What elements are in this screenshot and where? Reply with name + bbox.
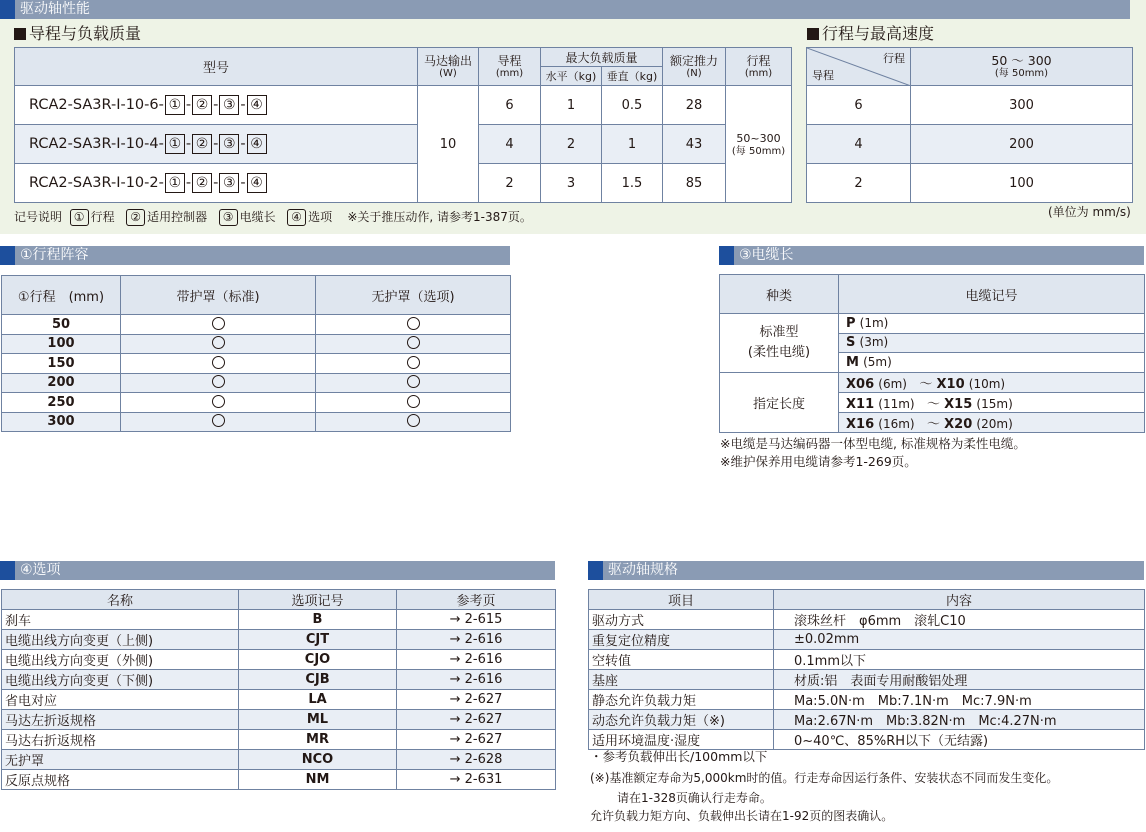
model-cell <box>15 86 418 125</box>
lead-unit: (mm) <box>495 67 524 79</box>
option-name: 马达左折返规格 <box>2 710 239 730</box>
table-row <box>2 730 556 750</box>
table-row <box>589 710 1145 730</box>
table-row <box>2 750 556 770</box>
available-circle <box>316 393 511 413</box>
speed-unit: (单位为 mm/s) <box>1048 205 1131 219</box>
thrust-value: 85 <box>663 164 726 203</box>
option-code: CJB <box>239 670 397 690</box>
table-row <box>589 690 1145 710</box>
dash: - <box>213 97 219 113</box>
cable-length: (1m) <box>859 315 889 330</box>
stroke-col-header: ①行程 (mm) <box>2 276 121 315</box>
table-row <box>15 86 792 125</box>
cable-length-from: (6m) <box>878 376 907 391</box>
vertical-value: 0.5 <box>602 86 663 125</box>
controller-mark: ② <box>192 134 212 154</box>
legend <box>14 208 532 226</box>
motor-output-header <box>418 48 479 86</box>
table-row <box>589 610 1145 630</box>
spec-content: Ma:5.0N·m Mb:7.1N·m Mc:7.9N·m <box>774 690 1145 710</box>
table-row <box>2 650 556 670</box>
options-table <box>1 589 556 790</box>
available-circle <box>316 412 511 432</box>
cable-code-cell <box>839 392 1145 412</box>
option-name: 电缆出线方向变更（外侧) <box>2 650 239 670</box>
lead-value: 2 <box>807 164 911 203</box>
stroke-step: (每 50mm) <box>731 145 786 157</box>
table-row <box>2 354 511 374</box>
spec-content: Ma:2.67N·m Mb:3.82N·m Mc:4.27N·m <box>774 710 1145 730</box>
available-circle <box>121 373 316 393</box>
table-row <box>2 690 556 710</box>
cable-length-to: (20m) <box>976 416 1013 431</box>
dash: - <box>213 136 219 152</box>
options-banner-text: ④选项 <box>20 562 61 578</box>
cable-code-to: X20 <box>944 416 973 432</box>
circle-icon <box>407 375 420 388</box>
stroke-value <box>726 86 792 203</box>
cable-code-from: X06 <box>846 376 875 392</box>
spec-note: 请在1-328页确认行走寿命。 <box>617 791 772 805</box>
table-row <box>2 770 556 790</box>
option-name: 电缆出线方向变更（下侧) <box>2 670 239 690</box>
horizontal-value: 1 <box>541 86 602 125</box>
table-row <box>2 412 511 432</box>
dash: - <box>240 97 246 113</box>
lead-section-title-text: 导程与负载质量 <box>29 24 142 43</box>
thrust-unit: (N) <box>686 67 702 79</box>
with-cover-header: 带护罩（标准) <box>121 276 316 315</box>
speed-section-title <box>807 24 934 44</box>
stroke-table <box>1 275 511 432</box>
model-header: 型号 <box>15 48 418 86</box>
option-name-header: 名称 <box>2 590 239 610</box>
cable-code: S <box>846 335 856 351</box>
available-circle <box>121 354 316 374</box>
stroke-mark: ① <box>165 173 185 193</box>
stroke-value: 100 <box>2 334 121 354</box>
lead-value: 4 <box>807 125 911 164</box>
stroke-value: 150 <box>2 354 121 374</box>
table-row <box>807 86 1133 125</box>
spec-content-header: 内容 <box>774 590 1145 610</box>
cable-code: P <box>846 315 856 331</box>
stroke-value: 250 <box>2 393 121 413</box>
speed-value: 300 <box>911 86 1133 125</box>
standard-type-label: 标准型 <box>759 324 799 340</box>
without-cover-header: 无护罩（选项) <box>316 276 511 315</box>
option-code: CJT <box>239 630 397 650</box>
cable-code-to: X10 <box>936 376 965 392</box>
option-code: CJO <box>239 650 397 670</box>
spec-item: 驱动方式 <box>589 610 774 630</box>
circle-icon <box>212 356 225 369</box>
spec-banner <box>588 561 1144 580</box>
model-cell <box>15 125 418 164</box>
table-row <box>2 373 511 393</box>
dash: - <box>240 136 246 152</box>
available-circle <box>316 334 511 354</box>
thrust-value: 28 <box>663 86 726 125</box>
circle-icon <box>407 317 420 330</box>
option-page: → 2-628 <box>397 750 556 770</box>
spec-content: 0.1mm以下 <box>774 650 1145 670</box>
option-mark: ④ <box>247 134 267 154</box>
model-code: RCA2-SA3R-I-10-2- <box>29 175 164 191</box>
performance-banner <box>0 0 1130 19</box>
speed-stroke-range: 50 ～ 300 <box>991 53 1052 68</box>
table-row <box>589 670 1145 690</box>
type-header: 种类 <box>720 275 839 314</box>
circle-icon <box>212 395 225 408</box>
cable-table <box>719 274 1145 433</box>
stroke-unit: (mm) <box>744 67 773 79</box>
option-code: NM <box>239 770 397 790</box>
table-row <box>589 650 1145 670</box>
legend-num: ④ <box>287 209 306 226</box>
spec-item: 基座 <box>589 670 774 690</box>
thrust-header <box>663 48 726 86</box>
lead-value: 2 <box>479 164 541 203</box>
speed-table <box>806 47 1133 203</box>
spec-note: ・参考负载伸出长/100mm以下 <box>590 749 768 764</box>
lead-section-title <box>14 24 141 44</box>
cable-code-cell <box>839 333 1145 353</box>
spec-item: 适用环境温度·湿度 <box>589 730 774 750</box>
cable-code-from: X16 <box>846 416 875 432</box>
cable-code-to: X15 <box>944 396 973 412</box>
motor-output-label: 马达输出 <box>423 53 472 68</box>
vertical-value: 1 <box>602 125 663 164</box>
speed-section-title-text: 行程与最高速度 <box>822 24 935 43</box>
performance-banner-text: 驱动轴性能 <box>20 1 90 17</box>
standard-type-sub: (柔性电缆) <box>747 344 811 360</box>
legend-label: 适用控制器 <box>147 210 208 224</box>
table-row <box>720 314 1145 334</box>
circle-icon <box>212 414 225 427</box>
option-page: → 2-616 <box>397 650 556 670</box>
max-payload-header: 最大负载质量 <box>541 48 663 67</box>
legend-num: ② <box>126 209 145 226</box>
diag-stroke-label: 行程 <box>883 52 905 65</box>
circle-icon <box>407 395 420 408</box>
stroke-range-header <box>911 48 1133 86</box>
diagonal-header <box>807 48 911 86</box>
stroke-mark: ① <box>165 134 185 154</box>
code-header: 电缆记号 <box>839 275 1145 314</box>
model-code: RCA2-SA3R-I-10-6- <box>29 97 164 113</box>
available-circle <box>316 354 511 374</box>
stroke-banner-text: ①行程阵容 <box>20 247 89 263</box>
stroke-mark: ① <box>165 95 185 115</box>
stroke-banner <box>0 246 510 265</box>
standard-type <box>720 314 839 373</box>
spec-item: 重复定位精度 <box>589 630 774 650</box>
horizontal-header: 水平（kg) <box>541 67 602 86</box>
dash: - <box>213 175 219 191</box>
circle-icon <box>407 356 420 369</box>
vertical-header: 垂直（kg) <box>602 67 663 86</box>
cable-length: (3m) <box>859 335 889 350</box>
speed-stroke-step: (每 50mm) <box>994 68 1049 79</box>
circle-icon <box>407 414 420 427</box>
option-mark: ④ <box>247 95 267 115</box>
table-row <box>807 164 1133 203</box>
table-row <box>15 125 792 164</box>
cable-note: ※维护保养用电缆请参考1-269页。 <box>720 454 917 469</box>
table-row <box>2 610 556 630</box>
option-page: → 2-616 <box>397 670 556 690</box>
option-page-header: 参考页 <box>397 590 556 610</box>
table-row <box>2 710 556 730</box>
cable-length-from: (16m) <box>878 416 915 431</box>
option-code: LA <box>239 690 397 710</box>
spec-content: 滚珠丝杆 φ6mm 滚轧C10 <box>774 610 1145 630</box>
spec-item: 静态允许负载力矩 <box>589 690 774 710</box>
options-banner <box>0 561 555 580</box>
spec-note: 允许负载力矩方向、负载伸出长请在1-92页的图表确认。 <box>590 809 894 823</box>
spec-content: ±0.02mm <box>774 630 1145 650</box>
cable-mark: ③ <box>219 134 239 154</box>
thrust-label: 额定推力 <box>670 53 719 68</box>
stroke-range: 50~300 <box>736 131 781 145</box>
option-name: 省电对应 <box>2 690 239 710</box>
spec-table <box>588 589 1145 750</box>
option-page: → 2-631 <box>397 770 556 790</box>
option-page: → 2-615 <box>397 610 556 630</box>
lead-header <box>479 48 541 86</box>
table-row <box>2 315 511 335</box>
cable-banner <box>719 246 1144 265</box>
legend-num: ③ <box>219 209 238 226</box>
dash: - <box>185 175 192 191</box>
horizontal-value: 2 <box>541 125 602 164</box>
cable-length: (5m) <box>863 354 892 369</box>
available-circle <box>316 373 511 393</box>
stroke-value: 300 <box>2 412 121 432</box>
cable-length-to: (15m) <box>976 396 1013 411</box>
spec-item: 动态允许负载力矩（※) <box>589 710 774 730</box>
cable-length-to: (10m) <box>968 376 1006 391</box>
stroke-value: 200 <box>2 373 121 393</box>
legend-label: 电缆长 <box>239 210 276 224</box>
lead-payload-table <box>14 47 792 203</box>
available-circle <box>316 315 511 335</box>
option-page: → 2-627 <box>397 730 556 750</box>
cable-code-from: X11 <box>846 396 875 412</box>
model-code: RCA2-SA3R-I-10-4- <box>29 136 164 152</box>
available-circle <box>121 393 316 413</box>
cable-note: ※电缆是马达编码器一体型电缆, 标准规格为柔性电缆。 <box>720 436 1026 451</box>
option-name: 无护罩 <box>2 750 239 770</box>
table-row <box>2 630 556 650</box>
table-row <box>589 730 1145 750</box>
dash: - <box>185 97 192 113</box>
range-tilde: ～ <box>919 376 933 392</box>
option-name: 反原点规格 <box>2 770 239 790</box>
table-row <box>720 372 1145 392</box>
stroke-label: 行程 <box>746 53 771 68</box>
square-bullet-icon <box>807 28 819 40</box>
spec-content: 材质:铝 表面专用耐酸铝处理 <box>774 670 1145 690</box>
specified-type: 指定长度 <box>720 372 839 432</box>
lead-value: 6 <box>479 86 541 125</box>
cable-code-cell <box>839 353 1145 373</box>
option-code: NCO <box>239 750 397 770</box>
cable-mark: ③ <box>219 173 239 193</box>
motor-output-unit: (W) <box>439 67 457 79</box>
cable-mark: ③ <box>219 95 239 115</box>
range-tilde: ～ <box>927 416 941 432</box>
option-code: MR <box>239 730 397 750</box>
option-page: → 2-627 <box>397 690 556 710</box>
table-row <box>807 125 1133 164</box>
option-page: → 2-627 <box>397 710 556 730</box>
model-cell <box>15 164 418 203</box>
legend-prefix: 记号说明 <box>14 210 63 224</box>
circle-icon <box>407 336 420 349</box>
option-code: B <box>239 610 397 630</box>
legend-label: 选项 <box>308 210 333 224</box>
lead-value: 6 <box>807 86 911 125</box>
speed-value: 200 <box>911 125 1133 164</box>
spec-content: 0~40℃、85%RH以下（无结露) <box>774 730 1145 750</box>
controller-mark: ② <box>192 95 212 115</box>
controller-mark: ② <box>192 173 212 193</box>
option-name: 刹车 <box>2 610 239 630</box>
available-circle <box>121 412 316 432</box>
cable-code-cell <box>839 412 1145 432</box>
horizontal-value: 3 <box>541 164 602 203</box>
range-tilde: ～ <box>927 396 941 412</box>
option-page: → 2-616 <box>397 630 556 650</box>
stroke-value: 50 <box>2 315 121 335</box>
spec-banner-text: 驱动轴规格 <box>608 562 678 578</box>
available-circle <box>121 334 316 354</box>
motor-output-value: 10 <box>418 86 479 203</box>
available-circle <box>121 315 316 335</box>
circle-icon <box>212 375 225 388</box>
square-bullet-icon <box>14 28 26 40</box>
diag-lead-label: 导程 <box>812 69 834 82</box>
speed-value: 100 <box>911 164 1133 203</box>
stroke-header <box>726 48 792 86</box>
table-row <box>2 670 556 690</box>
option-name: 马达右折返规格 <box>2 730 239 750</box>
table-row <box>15 164 792 203</box>
thrust-value: 43 <box>663 125 726 164</box>
cable-code-cell <box>839 314 1145 334</box>
dash: - <box>240 175 246 191</box>
spec-item: 空转值 <box>589 650 774 670</box>
pressing-note: ※关于推压动作, 请参考1-387页。 <box>347 210 532 224</box>
option-mark: ④ <box>247 173 267 193</box>
circle-icon <box>212 336 225 349</box>
option-name: 电缆出线方向变更（上侧) <box>2 630 239 650</box>
lead-label: 导程 <box>497 53 522 68</box>
dash: - <box>185 136 192 152</box>
cable-length-from: (11m) <box>878 396 915 411</box>
table-row <box>2 393 511 413</box>
legend-label: 行程 <box>90 210 115 224</box>
spec-note: (※)基准额定寿命为5,000km时的值。行走寿命因运行条件、安装状态不同而发生变化。 <box>590 771 1059 785</box>
option-code: ML <box>239 710 397 730</box>
cable-code-cell <box>839 372 1145 392</box>
spec-item-header: 项目 <box>589 590 774 610</box>
table-row <box>2 334 511 354</box>
circle-icon <box>212 317 225 330</box>
cable-code: M <box>846 354 859 370</box>
vertical-value: 1.5 <box>602 164 663 203</box>
option-code-header: 选项记号 <box>239 590 397 610</box>
cable-banner-text: ③电缆长 <box>739 247 794 263</box>
legend-num: ① <box>70 209 89 226</box>
lead-value: 4 <box>479 125 541 164</box>
table-row <box>589 630 1145 650</box>
